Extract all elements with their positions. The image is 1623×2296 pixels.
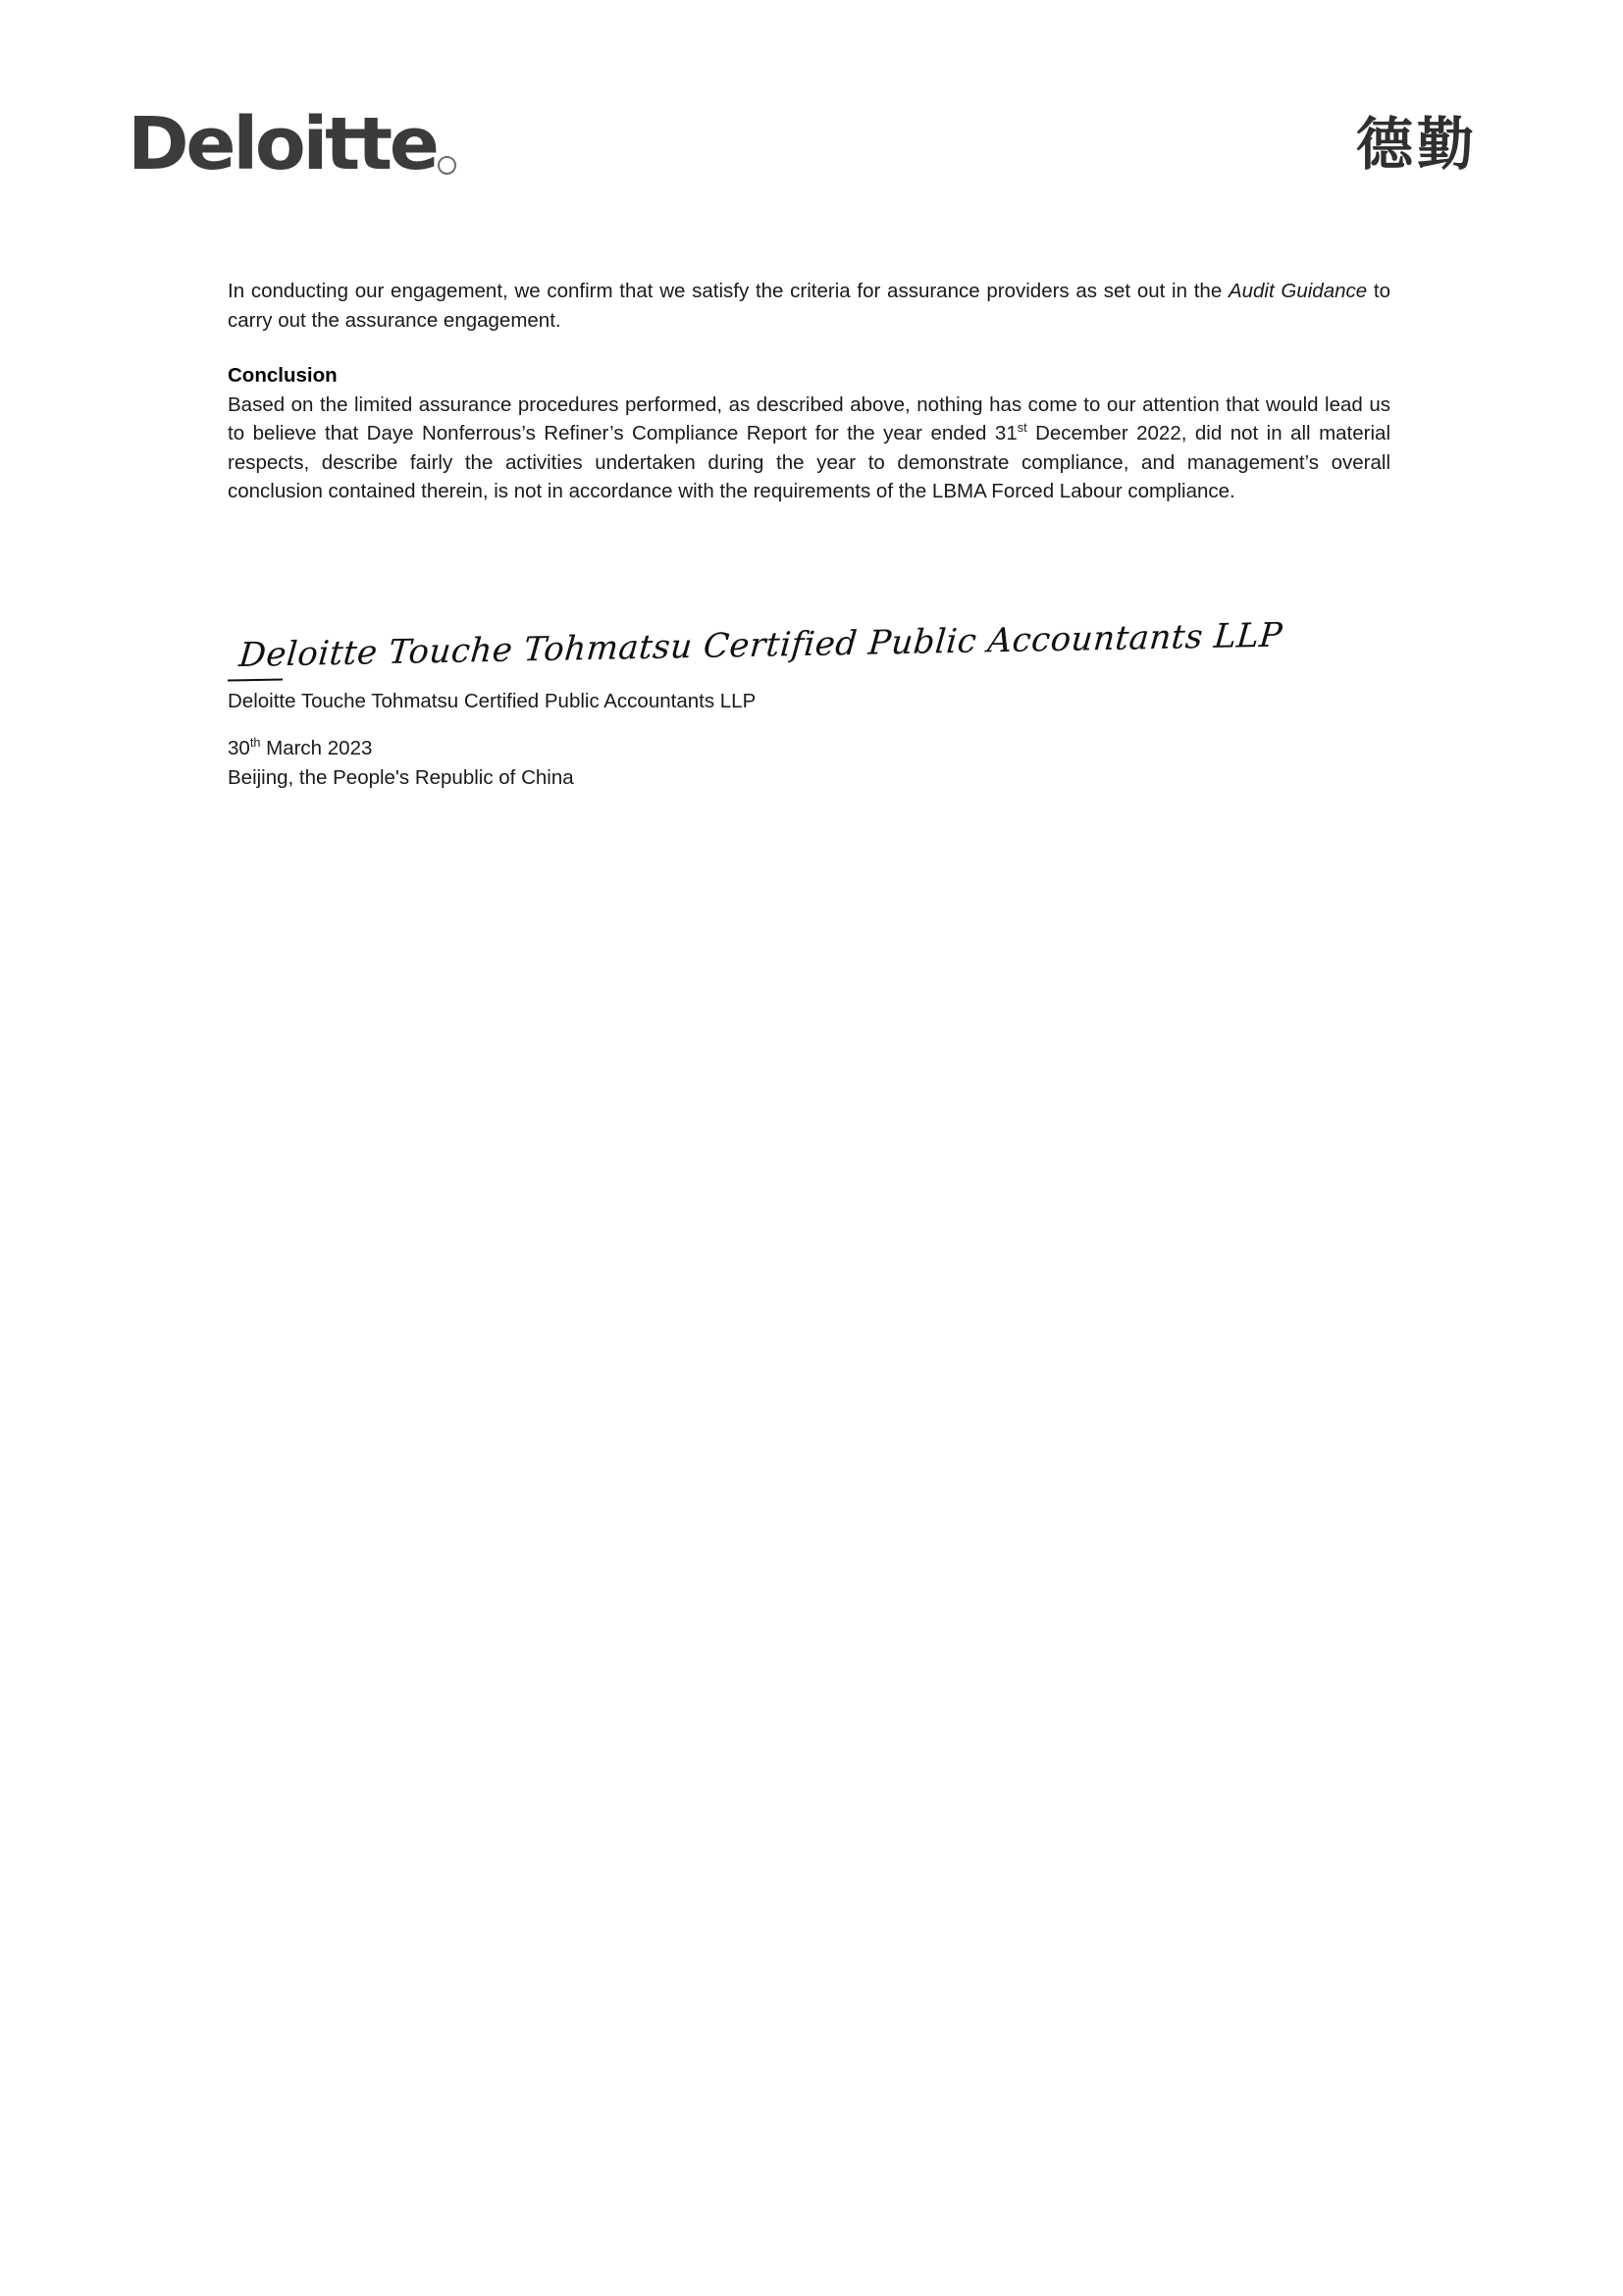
paragraph-engagement-text-2: to carry out the assurance engagement. <box>228 280 1390 332</box>
deloitte-logo <box>128 102 456 186</box>
paragraph-conclusion-text-1: Based on the limited assurance procedures performed, as described above, nothing has come to our attention that would lead us to believe that Daye Nonferrous’s Refiner’s Compliance Report for the year ended 31 <box>228 392 1390 444</box>
ordinal-suffix-th: th <box>249 735 261 751</box>
paragraph-engagement-text-1: In conducting our engagement, we confirm that we satisfy the criteria for assurance providers as set out in the <box>228 280 1229 302</box>
signature-date <box>228 734 1390 763</box>
signature-date-day: 30 <box>228 737 250 759</box>
audit-guidance-reference: Audit Guidance <box>1228 280 1368 302</box>
signature-lead-stroke <box>228 679 283 682</box>
signature-block <box>228 615 1390 716</box>
signature-date-rest: March 2023 <box>260 737 373 759</box>
deloitte-logo-text: Deloitte <box>128 102 437 186</box>
deloitte-logo-chinese: 德勤 <box>1355 111 1478 178</box>
handwritten-signature: Deloitte Touche Tohmatsu Certified Public Accountants LLP <box>237 615 1284 675</box>
conclusion-heading: Conclusion <box>228 364 338 387</box>
signature-meta <box>228 734 1390 792</box>
registered-dot-icon <box>438 156 456 175</box>
signature-printed-name: Deloitte Touche Tohmatsu Certified Public Accountants LLP <box>228 690 757 712</box>
paragraph-conclusion <box>228 391 1390 506</box>
paragraph-conclusion-text-2: December 2022, did not in all material respects, describe fairly the activities undertaken during the year to demonstrate compliance, and management’s overall conclusion contained therein, is not in accordance with the requirements of the LBMA Forced Labour compliance. <box>228 422 1390 502</box>
paragraph-engagement <box>228 277 1390 335</box>
document-body <box>228 277 1390 506</box>
ordinal-suffix-st: st <box>1017 420 1027 436</box>
document-header <box>0 102 1623 216</box>
signature-location: Beijing, the People's Republic of China <box>228 765 574 789</box>
